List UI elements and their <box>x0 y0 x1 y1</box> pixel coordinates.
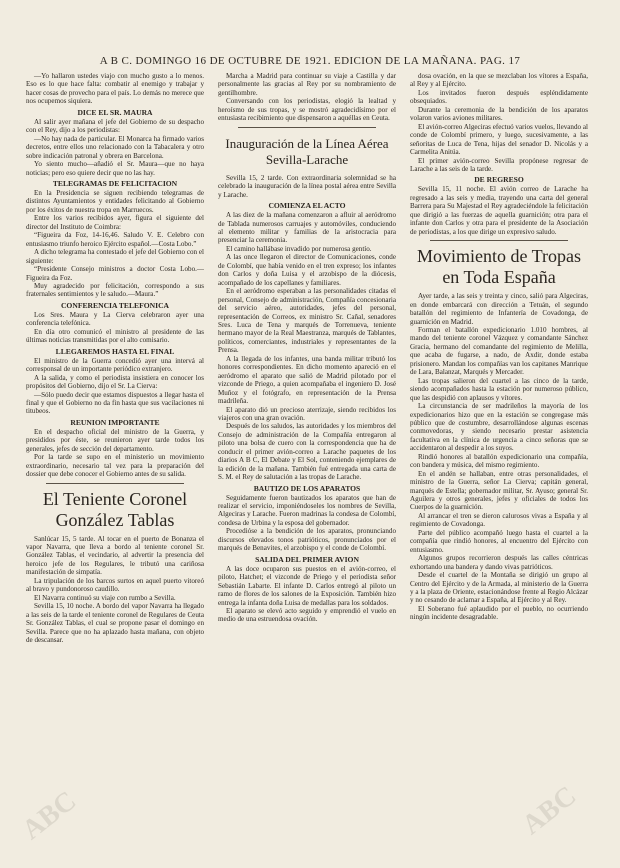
page-header: A B C. DOMINGO 16 DE OCTUBRE DE 1921. EDICION DE LA MAÑANA. PAG. 17 <box>99 55 521 67</box>
section-heading: TELEGRAMAS DE FELICITACION <box>52 178 178 188</box>
article-paragraph: Muy agradecido por felicitación, correspondo a sus fraternales sentimientos y le saludo.—Maura.” <box>26 281 204 299</box>
divider-rule <box>46 483 184 484</box>
article-paragraph: El ministro de la Guerra concedió ayer una intervá al corresponsal de un importante periódico extranjero. <box>26 356 204 374</box>
article-paragraph: El Soberano fué aplaudido por el pueblo, no ocurriendo ningún incidente desagradable. <box>410 604 588 622</box>
article-paragraph: Forman el batallón expedicionario 1.010 hombres, al mando del teniente coronel Vázquez y comandante Sánchez Gracia, hermano del comandante del regimiento de Melilla, que acaba de fugarse, a nado, de Axdir, donde estaba prisionero. Mandan los compañías van los capitanes Manrique de Lara, Balanzat, Marqués y Mercader. <box>410 325 588 377</box>
article-paragraph: dosa ovación, en la que se mezclaban los vítores a España, al Rey y al Ejército. <box>410 72 588 89</box>
article-headline: El Teniente Coronel González Tablas <box>42 488 188 530</box>
article-paragraph: Entre los varios recibidos ayer, figura el siguiente del director del Instituto de Coimbra: <box>26 214 204 231</box>
article-paragraph: Desde el cuartel de la Montaña se dirigió un grupo al Centro del Ejército y de la Armada, al ministerio de la Guerra y a la plaza de Oriente, estacionándose frente al Regio Alcázar y no cesando de aclamar a España, al Ejército y al Rey. <box>410 571 588 605</box>
article-paragraph: A las diez de la mañana comenzaron a afluir al aeródromo de Tablada numerosos carruajes y automóviles, conduciendo al elemento militar y familias de la aristocracia para presenciar la ceremonia. <box>218 211 396 245</box>
section-heading: DE REGRESO <box>474 175 524 185</box>
column-2 <box>218 72 396 862</box>
watermark-abc: ABC <box>16 785 83 847</box>
article-paragraph: Durante la ceremonia de la bendición de los aparatos volaron varios aviones militares. <box>410 105 588 123</box>
article-paragraph: En el aeródromo esperaban a las personalidades citadas el personal, Consejo de administración, Compañía concesionaria del servicio aéreo, autoridades, jefes del personal, representación de Correos, ex ministro Sr. Cañal, senadores Sres. Luca de Tena y marqués de Torrenueva, teniente hermano mayor de la Real Maestranza, marqués de Tablantes, políticos, comerciantes, industriales y representantes de la Prensa. <box>218 287 396 355</box>
column-3 <box>410 72 588 862</box>
article-paragraph: En día otro comunicó el ministro al presidente de las últimas noticias transmitidas por el alto comisario. <box>26 327 204 345</box>
article-paragraph: Las tropas salieron del cuartel a las cinco de la tarde, siendo acompañados hasta la estación por numeroso público, que las despidió con aplausos y vítores. <box>410 376 588 402</box>
article-paragraph: —No hay nada de particular. El Monarca ha firmado varios decretos, entre ellos uno relacionado con la Tabacalera y otro sobre indicación patronal y obrera en Barcelona. <box>26 134 204 160</box>
article-paragraph: A dicho telegrama ha contestado el jefe del Gobierno con el siguiente: <box>26 248 204 265</box>
article-paragraph: —Yo hallaron ustedes viajo con mucho gusto a lo menos. Eso es lo que hace falta: combatir al enemigo y trabajar y hacer cosas de provecho para el país. Lo demás no merece que nos ocupemos siquiera. <box>26 72 204 106</box>
section-heading: SALIDA DEL PRIMER AVION <box>255 554 359 564</box>
section-heading: BAUTIZO DE LOS APARATOS <box>253 483 361 493</box>
article-paragraph: Sevilla 15, 10 noche. A bordo del vapor Navarra ha llegado a las seis de la tarde el teniente coronel de Regulares de Ceuta Sr. González Tablas, el cual se propone pasar el domingo en Sevilla. Parece que no ha aplazado hasta mañana, con objeto de descansar. <box>26 602 204 645</box>
article-paragraph: Al salir ayer mañana el jefe del Gobierno de su despacho con el Rey, dijo a los periodistas: <box>26 117 204 135</box>
watermark-abc: ABC <box>516 780 583 842</box>
article-paragraph: Al arrancar el tren se dieron calurosos vivas a España y al regimiento de Covadonga. <box>410 511 588 529</box>
article-paragraph: Parte del público acompañó luego hasta el cuartel a la compañía que rindió honores, al encuentro del Ejército con entusiasmo. <box>410 528 588 554</box>
article-paragraph: Conversando con los periodistas, elogió la lealtad y heroísmo de sus tropas, y se mostró agradecidísimo por el entusiasta recibimiento que dispensaron a aquéllas en Ceuta. <box>218 97 396 123</box>
article-paragraph: La circunstancia de ser madrileños la mayoría de los expedicionarios hizo que en la estación se congregase más público que de costumbre, desarrollándose algunas escenas conmovedoras, y siendo necesario prestar asistencia facultativa en la clínica de urgencia a cinco señoras que se accidentaron al despedir a los suyos. <box>410 402 588 453</box>
section-heading: CONFERENCIA TELEFONICA <box>60 300 170 310</box>
article-headline: Inauguración de la Línea Aérea Sevilla-Larache <box>225 135 389 167</box>
article-paragraph: El aparato dió un precioso aterrizaje, siendo recibidos los viajeros con una gran ovación. <box>218 405 396 422</box>
article-paragraph: A las once llegaron el director de Comunicaciones, conde de Colombí, que había venido en el tren expreso; los infantes don Carlos y doña Luisa y el arzobispo de la diócesis, acompañado de los capellanes y familiares. <box>218 253 396 287</box>
article-headline: Movimiento de Tropas en Toda España <box>416 246 581 288</box>
article-paragraph: Yo siento mucho—añadió el Sr. Maura—que no haya noticias; pero eso quiere decir que no las hay. <box>26 160 204 177</box>
article-paragraph: En el andén se hallaban, entre otras personalidades, el ministro de la Guerra, señor La Cierva; capitán general, marqués de Estella; gobernador militar, Sr. Ayuso; general Sr. Aguilera y otros generales, jefes y oficiales de todos los Cuerpos de la guarnición. <box>410 469 588 512</box>
article-paragraph: El camino hallábase invadido por numerosa gentío. <box>226 244 372 253</box>
article-paragraph: Ayer tarde, a las seis y treinta y cinco, salió para Algeciras, en donde embarcará con dirección a Tetuán, el segundo batallón del regimiento de Infantería de Covadonga, de guarnición en Madrid. <box>410 292 588 326</box>
article-paragraph: Los Sres. Maura y La Cierva celebraron ayer una conferencia telefónica. <box>26 310 204 328</box>
section-heading: COMIENZA EL ACTO <box>268 201 346 211</box>
article-paragraph: El primer avión-correo Sevilla propónese regresar de Larache a las seis de la tarde. <box>410 156 588 173</box>
article-paragraph: Por la tarde se supo en el ministerio un movimiento extraordinario, necesario tal vez para la preparación del dossier que debe conocer el Gobierno antes de su salida. <box>26 453 204 479</box>
article-paragraph: En el despacho oficial del ministro de la Guerra, y presididos por éste, se reunieron ayer tarde todos los generales, jefes de sección del departamento. <box>26 427 204 453</box>
column-1 <box>26 72 204 862</box>
article-paragraph: “Presidente Consejo ministros a doctor Costa Lobo.—Figueira da Foz. <box>26 265 204 282</box>
article-paragraph: “Figueira da Foz, 14-16,46. Saludo V. E. Celebro con entusiasmo triunfo heroico Ejército español.—Costa Lobo.” <box>26 231 204 248</box>
section-heading: LLEGAREMOS HASTA EL FINAL <box>55 346 175 356</box>
divider-rule <box>238 127 376 128</box>
article-paragraph: En la Presidencia se siguen recibiendo telegramas de distintos Ayuntamientos y entidades felicitando al Gobierno por los éxitos de nuestra tropa en Marruecos. <box>26 188 204 214</box>
section-heading: DICE EL SR. MAURA <box>77 107 153 117</box>
article-paragraph: La tripulación de los barcos surtos en aquel puerto vitoreó al bravo y pundonoroso caudillo. <box>26 576 204 594</box>
article-paragraph: A la llegada de los infantes, una banda militar tributó los honores correspondientes. En dicho momento apareció en el aeródromo el aparato que salió de Madrid pilotado por el vizconde de Priego, a quien acompañaba el ingeniero D. José Muñoz y el fotógrafo, en representación de la Prensa madrileña. <box>218 354 396 406</box>
article-paragraph: A las doce ocuparon sus puestos en el avión-correo, el piloto, Hatchet; el vizconde de Priego y el periodista señor Sebastián Labarte. El infante D. Carlos entregó al piloto un ramo de flores de los salones de la Exposición. También hizo entrega la infanta doña Luisa de medallas para los soldados. <box>218 564 396 607</box>
article-paragraph: A la salida, y como el periodista insistiera en conocer los propósitos del Gobierno, dijo el Sr. La Cierva: <box>26 373 204 391</box>
divider-rule <box>430 240 568 241</box>
article-paragraph: Sevilla 15, 2 tarde. Con extraordinaria solemnidad se ha celebrado la inauguración de la línea postal aérea entre Sevilla y Larache. <box>218 173 396 199</box>
article-paragraph: —Sólo puedo decir que estamos dispuestos a llegar hasta el final y que el Gobierno no da fin hasta que sus vacilaciones ni titubeos. <box>26 390 204 416</box>
article-paragraph: Seguidamente fueron bautizados los aparatos que han de realizar el servicio, imponiéndoseles los nombres de Sevilla, Algeciras y Larache. Fueron madrinas la condesa de Colombí, condesa de Urbina y la esposa del gobernador. <box>218 493 396 527</box>
article-paragraph: El Navarra continuó su viaje con rumbo a Sevilla. <box>34 593 176 602</box>
article-paragraph: El aparato se elevó acto seguido y emprendió el vuelo en medio de una estruendosa ovación. <box>218 607 396 624</box>
article-paragraph: Sevilla 15, 11 noche. El avión correo de Larache ha regresado a las seis y media, trayendo una carta del general Barrera para Su Majestad el Rey agradeciéndole la felicitación que dirigió a las fuerzas de aquella guarnición; otra para el infante don Carlos y otra para el presidente de la Asociación de periodistas, a los que dirige un expresivo saludo. <box>410 185 588 236</box>
article-paragraph: Marcha a Madrid para continuar su viaje a Castilla y dar personalmente las gracias al Rey por su nombramiento de gentilhombre. <box>218 72 396 97</box>
article-paragraph: Los invitados fueron después espléndidamente obsequiados. <box>410 88 588 106</box>
article-paragraph: Procedióse a la bendición de los aparatos, pronunciando discursos elevados tonos patrióticos, pronunciados por el marqués de Benavites, el arzobispo y el conde de Colombí. <box>218 527 396 553</box>
article-paragraph: Rindió honores al batallón expedicionario una compañía, con bandera y música, del mismo regimiento. <box>410 452 588 470</box>
article-paragraph: El avión-correo Algeciras efectuó varios vuelos, llevando al conde de Colombí primero, y luego, sucesivamente, a las señoritas de Luca de Tena, hijas del senador D. Nicolás y a Carmelita Anitúa. <box>410 122 588 157</box>
article-paragraph: Sanlúcar 15, 5 tarde. Al tocar en el puerto de Bonanza el vapor Navarra, que lleva a bordo al teniente coronel Sr. González Tablas, el vecindario, al advertir la presencia del heroico jefe de los Regulares, le tributó una cariñosa manifestación de simpatía. <box>26 534 204 577</box>
article-paragraph: Después de los saludos, las autoridades y los miembros del Consejo de administración de la Compañía entregaron al piloto una bolsa de cuero con la correspondencia que ha de conducir el primer avión-correo a Larache paquetes de los diarios A B C, El Debate y El Sol, conteniendo ejemplares de la edición de la mañana. También fué entregada una carta de S. M. el Rey de salutación a las tropas de Larache. <box>218 422 396 482</box>
article-paragraph: Algunos grupos recorrieron después las calles céntricas exhortando una bandera y dando vivas patrióticos. <box>410 554 588 571</box>
section-heading: REUNION IMPORTANTE <box>70 417 160 427</box>
